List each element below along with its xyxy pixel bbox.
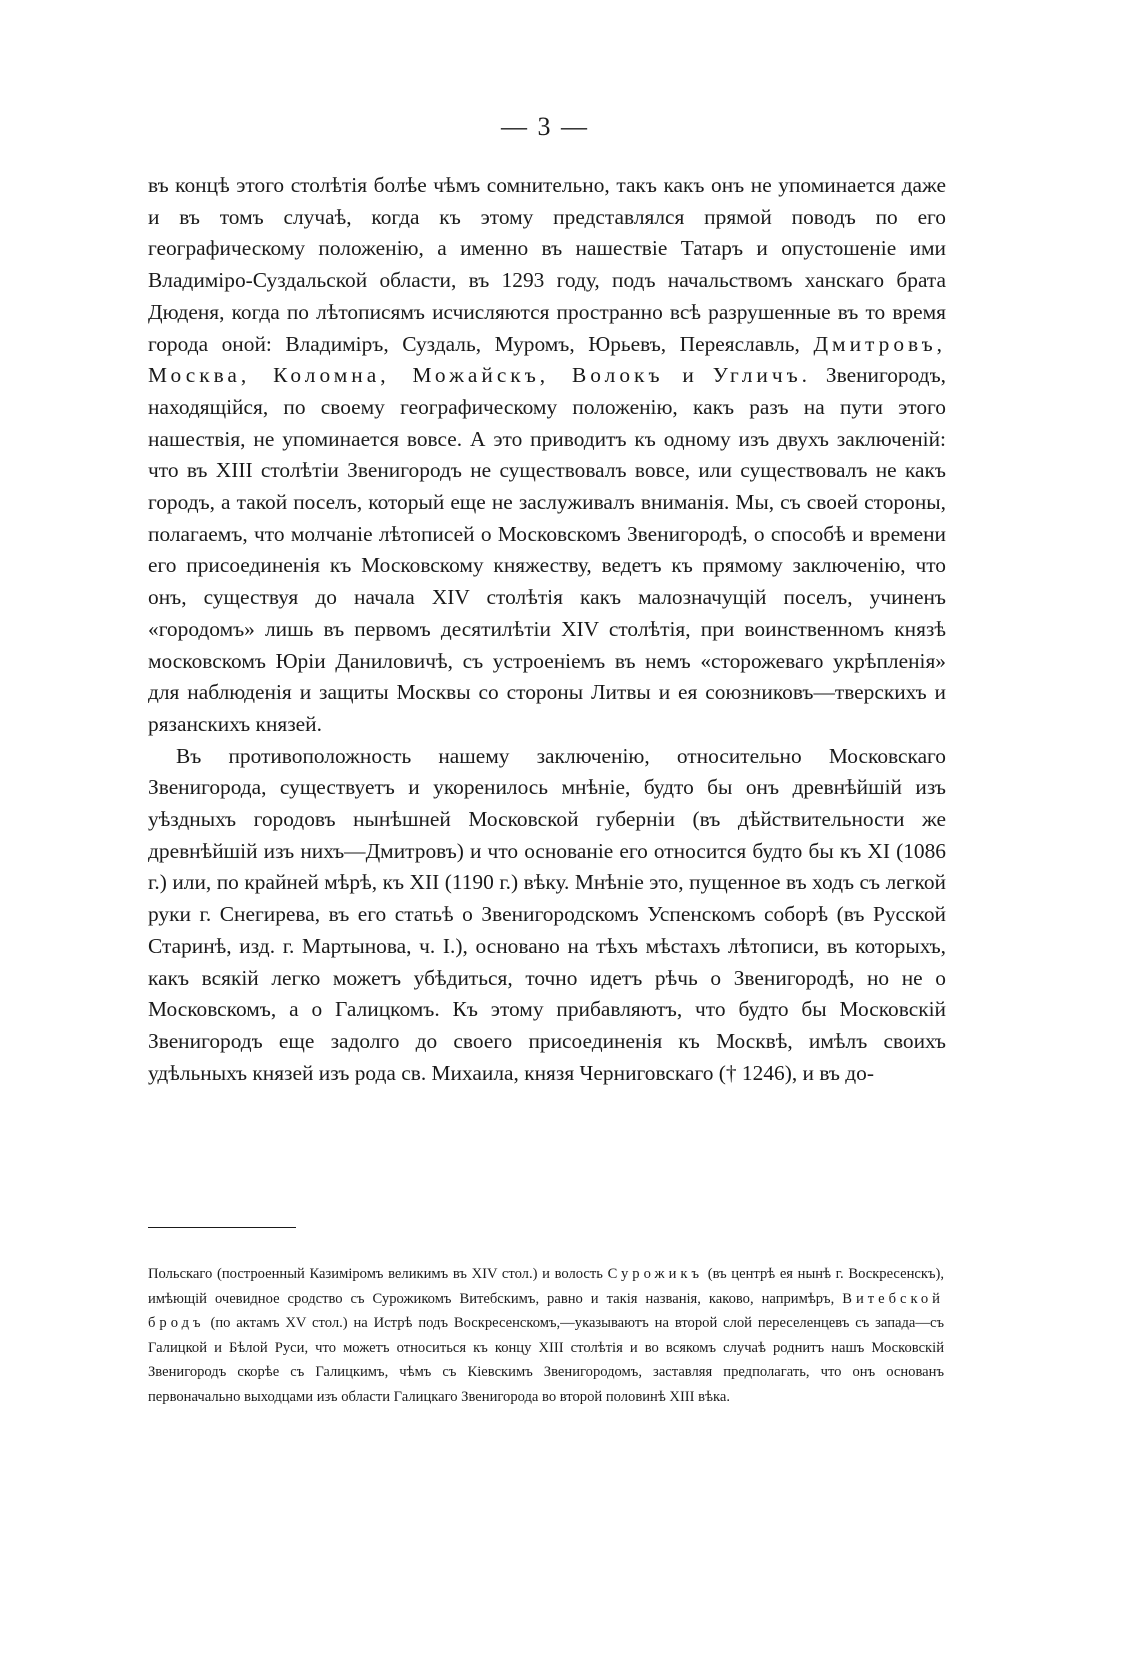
footnote-part-c: (по актамъ XV стол.) на Истрѣ подъ Воскресенскомъ,—указываютъ на второй слой переселенцевъ съ запада—съ Галицкой и Бѣлой Руси, что можетъ относиться къ концу XIII столѣтія и во всякомъ случаѣ роднитъ нашъ Московскій Звенигородъ скорѣе съ Галицкимъ, чѣмъ съ Кіевскимъ Звенигородомъ, заставляя предполагать, что онъ основанъ первоначально выходцами изъ области Галицкаго Звенигорода во второй половинѣ XIII вѣка. (148, 1315, 944, 1405)
paragraph-1-part-a: въ концѣ этого столѣтія болѣе чѣмъ сомнительно, такъ какъ онъ не упоминается даже и въ томъ случаѣ, когда къ этому представлялся прямой поводъ по его географическому положенію, а именно въ нашествіе Татаръ и опустошеніе ими Владиміро-Суздальской области, въ 1293 году, подъ начальствомъ ханскаго брата Дюденя, когда по лѣтописямъ исчисляются пространно всѣ разрушенные въ то время города оной: Владиміръ, Суздаль, Муромъ, Юрьевъ, Переяславль, (148, 173, 946, 356)
paragraph-1-spaced-cities: Дмитровъ, Москва, Коломна, Можайскъ, Волокъ (148, 331, 946, 388)
paragraph-1-conjunction: и (663, 363, 713, 388)
footnote-text (148, 1262, 944, 1410)
paragraph-1-spaced-city-uglich: Угличъ (712, 363, 802, 388)
footnote (148, 1262, 944, 1410)
footnote-spaced-surozhik: Сурожикъ (607, 1266, 704, 1282)
footnote-divider (148, 1227, 296, 1228)
footnote-spaced-vitebskoy-brod: Витебской бродъ (148, 1290, 944, 1332)
main-text (148, 170, 946, 1089)
footnote-part-b: (въ центрѣ ея нынѣ г. Воскресенскъ), имѣющій очевидное сродство съ Сурожикомъ Витебскимъ, равно и такія названія, каково, напримѣръ, (148, 1266, 944, 1307)
footnote-part-a: Польскаго (построенный Казиміромъ великимъ въ XIV стол.) и волость (148, 1266, 608, 1282)
paragraph-1-part-b: . Звенигородъ, находящійся, по своему географическому положенію, какъ разъ на пути этого нашествія, не упоминается вовсе. А это приводитъ къ одному изъ двухъ заключеній: что въ XIII столѣтіи Звенигородъ не существовалъ вовсе, или существовалъ не какъ городъ, а такой поселъ, который еще не заслуживалъ вниманія. Мы, съ своей стороны, полагаемъ, что молчаніе лѣтописей о Московскомъ Звенигородѣ, о способѣ и времени его присоединенія къ Московскому княжеству, ведетъ къ прямому заключенію, что онъ, существуя до начала XIV столѣтія какъ малозначущій поселъ, учиненъ «городомъ» лишь въ первомъ десятилѣтіи XIV столѣтія, при воинственномъ князѣ московскомъ Юріи Даниловичѣ, съ устроеніемъ въ немъ «сторожеваго укрѣпленія» для наблюденія и защиты Москвы со стороны Литвы и ея союзниковъ—тверскихъ и рязанскихъ князей. (148, 363, 946, 736)
paragraph-2: Въ противоположность нашему заключенію, относительно Московскаго Звенигорода, существуетъ и укоренилось мнѣніе, будто бы онъ древнѣйшій изъ уѣздныхъ городовъ нынѣшней Московской губерніи (въ дѣйствительности же древнѣйшій изъ нихъ—Дмитровъ) и что основаніе его относится будто бы къ XI (1086 г.) или, по крайней мѣрѣ, къ XII (1190 г.) вѣку. Мнѣніе это, пущенное въ ходъ съ легкой руки г. Снегирева, въ его статьѣ о Звенигородскомъ Успенскомъ соборѣ (въ Русской Старинѣ, изд. г. Мартынова, ч. I.), основано на тѣхъ мѣстахъ лѣтописи, въ которыхъ, какъ всякій легко можетъ убѣдиться, точно идетъ рѣчь о Звенигородѣ, но не о Московскомъ, а о Галицкомъ. Къ этому прибавляютъ, что будто бы Московскій Звенигородъ еще задолго до своего присоединенія къ Москвѣ, имѣлъ своихъ удѣльныхъ князей изъ рода св. Михаила, князя Черниговскаго († 1246), и въ до- (148, 743, 946, 1085)
page-number: — 3 — (501, 112, 589, 141)
paragraph-1 (148, 170, 946, 741)
